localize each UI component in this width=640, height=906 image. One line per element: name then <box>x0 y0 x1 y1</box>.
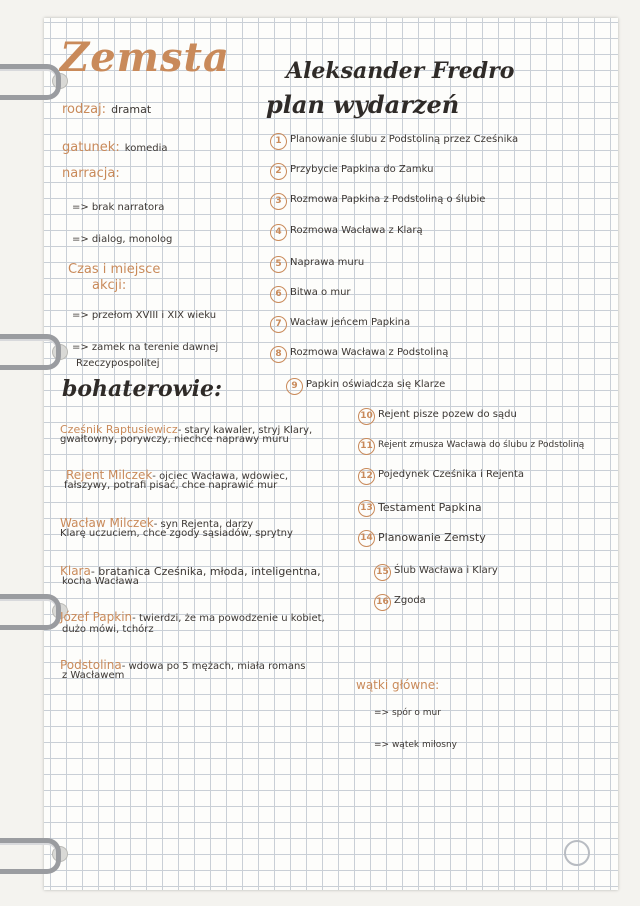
character-desc: - wdowa po 5 mężach, miała romans <box>121 661 306 672</box>
event-number: 1 <box>270 133 287 150</box>
character-desc: fałszywy, potrafi pisać, chce naprawić mur <box>64 480 278 491</box>
character-desc: - syn Rejenta, darzy <box>153 519 254 530</box>
event-number: 11 <box>358 438 375 455</box>
event-number: 13 <box>358 500 375 517</box>
event-text: Wacław jeńcem Papkina <box>290 317 411 328</box>
event-text: Planowanie Zemsty <box>378 531 486 544</box>
event-text: Naprawa muru <box>290 257 365 268</box>
rodzaj-row <box>62 98 151 117</box>
character-desc: Klarę uczuciem, chce zgody sąsiadów, sprytny <box>60 528 293 539</box>
czas-label: Czas i miejsce <box>68 262 161 277</box>
watermark-logo-icon <box>564 840 590 866</box>
gatunek-row <box>62 136 168 155</box>
binder-ring-icon <box>0 838 61 874</box>
event-number: 12 <box>358 468 375 485</box>
event-number: 4 <box>270 224 287 241</box>
character-desc: gwałtowny, porywczy, niechce naprawy muru <box>60 434 289 445</box>
event-text: Rozmowa Wacława z Podstoliną <box>290 347 449 358</box>
event-number: 9 <box>286 378 303 395</box>
event-number: 14 <box>358 530 375 547</box>
event-text: Zgoda <box>394 595 426 606</box>
watki-item: => spór o mur <box>374 708 441 718</box>
narracja-item: => dialog, monolog <box>72 234 173 245</box>
character-desc: - stary kawaler, stryj Klary, <box>177 425 313 436</box>
event-text: Pojedynek Cześnika i Rejenta <box>378 469 525 480</box>
plan-title: plan wydarzeń <box>266 90 460 119</box>
character-desc: - twierdzi, że ma powodzenie u kobiet, <box>132 613 325 624</box>
czas-item: => zamek na terenie dawnej <box>72 342 219 353</box>
author-name: Aleksander Fredro <box>286 58 515 84</box>
binder-ring-icon <box>0 594 61 630</box>
event-number: 16 <box>374 594 391 611</box>
character-name: Cześnik Raptusiewicz <box>60 423 178 436</box>
event-text: Testament Papkina <box>378 501 482 514</box>
event-text: Papkin oświadcza się Klarze <box>306 379 446 390</box>
event-text: Ślub Wacława i Klary <box>394 565 498 576</box>
binder-ring-icon <box>0 64 61 100</box>
character-desc: z Wacławem <box>62 670 125 681</box>
czas-label-2: akcji: <box>92 278 127 293</box>
event-number: 15 <box>374 564 391 581</box>
narracja-item: => brak narratora <box>72 202 165 213</box>
gatunek-value: komedia <box>124 143 168 154</box>
event-text: Rozmowa Wacława z Klarą <box>290 225 423 236</box>
event-number: 6 <box>270 286 287 303</box>
event-number: 3 <box>270 193 287 210</box>
event-text: Rozmowa Papkina z Podstoliną o ślubie <box>290 194 486 205</box>
binder-ring-icon <box>0 334 61 370</box>
character-name: Klara <box>60 564 91 578</box>
character-desc: - ojciec Wacława, wdowiec, <box>152 471 289 482</box>
character-name: Rejent Milczek <box>66 468 153 482</box>
event-number: 10 <box>358 408 375 425</box>
event-number: 8 <box>270 346 287 363</box>
page-title: Zemsta <box>60 34 230 81</box>
czas-item: => przełom XVIII i XIX wieku <box>72 310 217 321</box>
event-text: Rejent pisze pozew do sądu <box>378 409 517 420</box>
character-name: Józef Papkin <box>60 610 133 624</box>
character-name: Wacław Milczek <box>60 516 154 530</box>
character-entry <box>60 606 325 625</box>
gatunek-label: gatunek: <box>62 140 120 155</box>
czas-item: Rzeczypospolitej <box>76 358 160 369</box>
event-text: Rejent zmusza Wacława do ślubu z Podstoliną <box>378 440 585 450</box>
event-text: Bitwa o mur <box>290 287 351 298</box>
event-number: 2 <box>270 163 287 180</box>
character-desc: kocha Wacława <box>62 576 139 587</box>
character-desc: - bratanica Cześnika, młoda, inteligentna, <box>90 565 321 578</box>
event-number: 7 <box>270 316 287 333</box>
event-text: Planowanie ślubu z Podstoliną przez Cześnika <box>290 134 519 145</box>
watki-item: => wątek miłosny <box>374 740 458 750</box>
characters-heading: bohaterowie: <box>62 376 223 402</box>
notebook-page <box>44 18 618 890</box>
rodzaj-value: dramat <box>111 103 152 116</box>
watki-label: wątki główne: <box>356 678 440 692</box>
character-name: Podstolina <box>60 658 122 672</box>
character-desc: dużo mówi, tchórz <box>62 624 154 635</box>
event-number: 5 <box>270 256 287 273</box>
narracja-label: narracja: <box>62 166 120 181</box>
rodzaj-label: rodzaj: <box>62 102 107 117</box>
event-text: Przybycie Papkina do Zamku <box>290 164 434 175</box>
